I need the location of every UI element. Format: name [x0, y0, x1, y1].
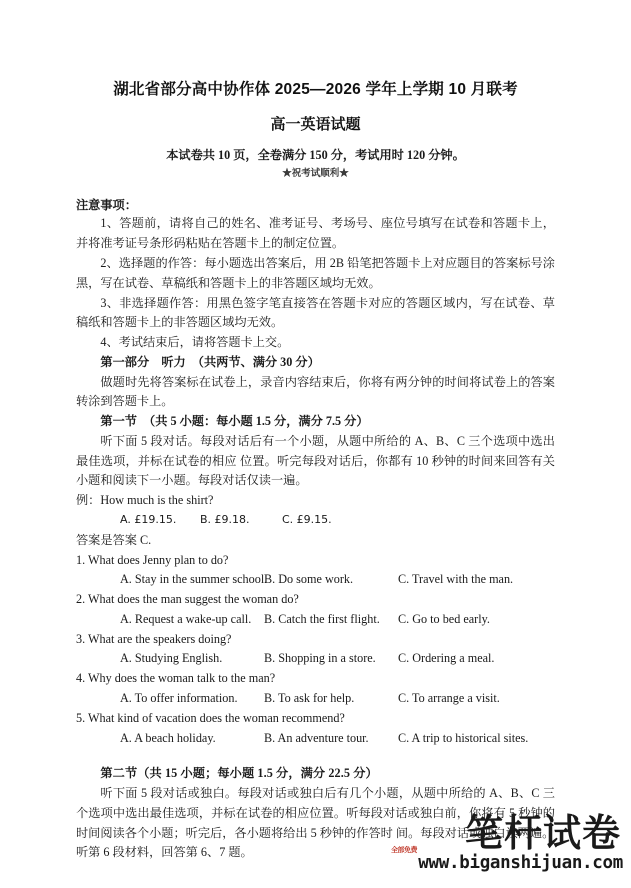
question-2-stem: 2. What does the man suggest the woman do?: [76, 592, 299, 607]
question-1-stem: 1. What does Jenny plan to do?: [76, 552, 229, 567]
question-4-option-a: A. To offer information.: [120, 690, 238, 705]
question-3-stem: 3. What are the speakers doing?: [76, 631, 232, 646]
question-2-option-c: C. Go to bed early.: [398, 611, 490, 626]
example-option-b: B. £9.18.: [200, 512, 250, 526]
example-answer: 答案是答案 C.: [76, 532, 152, 547]
question-1-option-c: C. Travel with the man.: [398, 572, 514, 587]
exam-info-line: 本试卷共 10 页，全卷满分 150 分，考试用时 120 分钟。: [166, 147, 465, 162]
good-luck-line: ★祝考试顺利★: [282, 168, 349, 179]
example-question: 例：How much is the shirt?: [76, 493, 214, 508]
watermark: [353, 811, 623, 878]
question-5-option-c: C. A trip to historical sites.: [398, 730, 529, 745]
section-two-material-line: 听第 6 段材料，回答第 6、7 题。: [76, 845, 253, 860]
part-one-heading: 第一部分 听力 （共两节、满分 30 分）: [100, 354, 320, 369]
question-3-option-a: A. Studying English.: [120, 651, 223, 666]
watermark-brand: 笔杆试卷: [464, 811, 621, 856]
watermark-url-row: [353, 846, 623, 878]
question-5-stem: 5. What kind of vacation does the woman recommend?: [76, 710, 345, 725]
question-2-option-b: B. Catch the first flight.: [264, 611, 380, 626]
notice-item-4: 4、考试结束后，请将答题卡上交。: [100, 335, 290, 350]
question-2-option-a: A. Request a wake-up call.: [120, 611, 252, 626]
question-2-options: [76, 610, 555, 630]
question-1-option-b: B. Do some work.: [264, 572, 354, 587]
document-content: [76, 0, 555, 863]
section-one-heading: 第一节 （共 5 小题：每小题 1.5 分，满分 7.5 分）: [100, 414, 369, 429]
question-5-options: [76, 729, 555, 749]
watermark-url: www.biganshijuan.com: [418, 853, 623, 873]
page-title: 湖北省部分高中协作体 2025—2026 学年上学期 10 月联考: [113, 81, 518, 98]
question-5-option-a: A. A beach holiday.: [120, 730, 216, 745]
question-4-stem: 4. Why does the woman talk to the man?: [76, 671, 276, 686]
notice-item-3: 3、非选择题作答：用黑色签字笔直接答在答题卡对应的答题区域内，写在试卷、草稿纸和答题卡上的非答题区域均无效。: [76, 295, 555, 330]
question-3-option-b: B. Shopping in a store.: [264, 651, 376, 666]
notice-item-1: 1、答题前，请将自己的姓名、准考证号、考场号、座位号填写在试卷和答题卡上，并将准考证号条形码粘贴在答题卡上的制定位置。: [76, 216, 555, 251]
question-5-option-b: B. An adventure tour.: [264, 730, 369, 745]
watermark-free-tag: 全部免费: [391, 846, 417, 854]
notice-heading: 注意事项：: [76, 198, 137, 213]
section-gap: [76, 748, 555, 764]
section-one-instruction: 听下面 5 段对话。每段对话后有一个小题，从题中所给的 A、B、C 三个选项中选出最佳选项，并标在试卷的相应 位置。听完每段对话后，你都有 10 秒钟的时间来回答有关小题和阅读下一小题。每段对话仅读一遍。: [76, 433, 555, 488]
question-3-options: [76, 649, 555, 669]
part-one-instruction: 做题时先将答案标在试卷上，录音内容结束后，你将有两分钟的时间将试卷上的答案转涂到答题卡上。: [76, 374, 555, 409]
example-option-c: C. £9.15.: [282, 512, 332, 526]
example-option-a: A. £19.15.: [120, 512, 177, 526]
question-4-options: [76, 689, 555, 709]
question-1-options: [76, 570, 555, 590]
question-4-option-c: C. To arrange a visit.: [398, 690, 500, 705]
section-two-instruction: 听下面 5 段对话或独白。每段对话或独白后有几个小题，从题中所给的 A、B、C 三个选项中选出最佳选项，并标在试卷的相应位置。听每段对话或独白前，你将有 5 秒钟的时间阅读各个小题；听完后，各小题将给出 5 秒钟的作答时 间。每段对话或独白读两遍。: [76, 786, 555, 840]
notice-item-2: 2、选择题的作答：每小题选出答案后，用 2B 铅笔把答题卡上对应题目的答案标号涂黑，写在试卷、草稿纸和答题卡上的非答题区域均无效。: [76, 256, 555, 290]
example-options: [76, 511, 555, 531]
question-4-option-b: B. To ask for help.: [264, 690, 355, 705]
question-3-option-c: C. Ordering a meal.: [398, 651, 495, 666]
section-two-heading: 第二节（共 15 小题；每小题 1.5 分，满分 22.5 分）: [100, 766, 378, 781]
question-1-option-a: A. Stay in the summer school.: [120, 572, 268, 587]
page-subtitle: 高一英语试题: [270, 116, 361, 134]
